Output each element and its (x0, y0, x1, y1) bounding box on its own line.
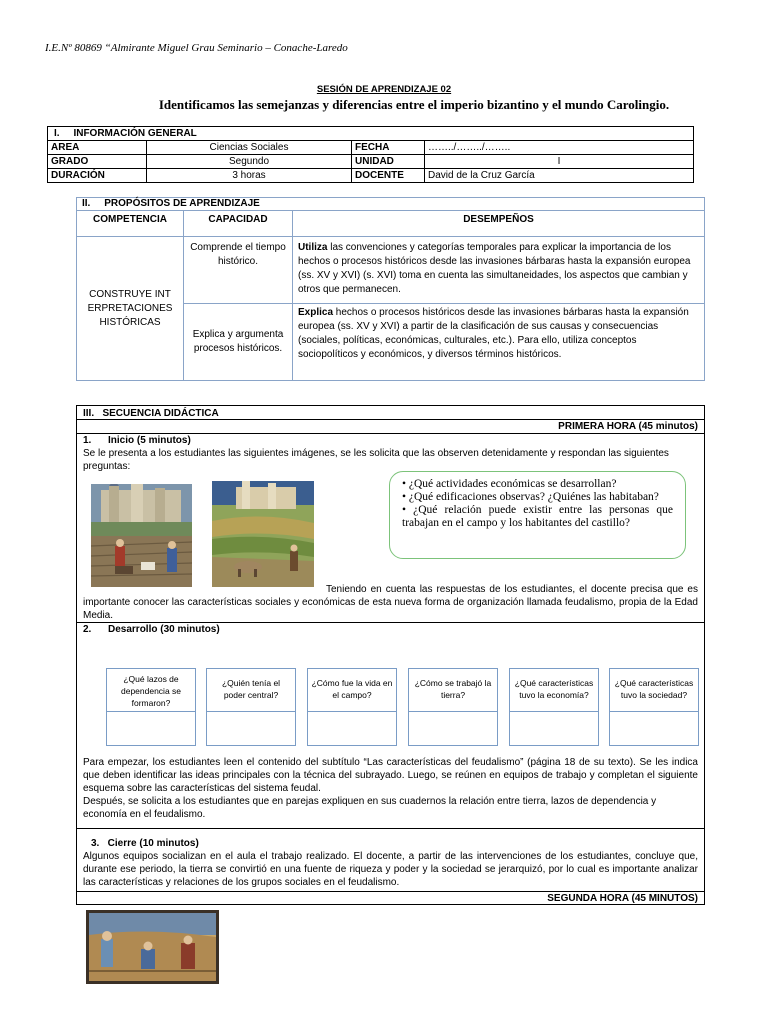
competencia-cell (77, 237, 184, 381)
desempeno-text: hechos o procesos históricos desde las invasiones bárbaras hasta la expansión europea (ss. XV y XVI) a partir de la clasificación de sus causas y consecuencias (sociales, políticas, económicas, culturales, etc.). Para ello, utiliza conceptos sociopolíticos y económicos, y diversos términos históricos. (298, 307, 689, 360)
scheme-card-question: ¿Qué características tuvo la economía? (510, 669, 598, 712)
general-info-heading: I. INFORMACIÓN GENERAL (48, 127, 694, 141)
purposes-heading: II. PROPÓSITOS DE APRENDIZAJE (77, 198, 705, 211)
desarrollo-text-pairs: Después, se solicita a los estudiantes que en parejas expliquen en sus cuadernos la relación entre tierra, lazos de dependencia y economía en el feudalismo. (83, 796, 657, 820)
second-hour-label: SEGUNDA HORA (45 MINUTOS) (547, 893, 698, 904)
info-label: UNIDAD (352, 155, 425, 169)
info-row (48, 155, 694, 169)
scheme-card-question: ¿Cómo se trabajó la tierra? (409, 669, 497, 712)
desarrollo-title: 2. Desarrollo (30 minutos) (83, 624, 220, 635)
desempeno-cell (293, 237, 705, 304)
info-label: DOCENTE (352, 169, 425, 183)
cierre-title: 3. Cierre (10 minutos) (91, 838, 199, 849)
info-value: Ciencias Sociales (147, 141, 352, 155)
school-name: I.E.Nº 80869 “Almirante Miguel Grau Seminario – Conache-Laredo (45, 42, 348, 54)
desempeno-verb: Utiliza (298, 242, 328, 253)
learning-purposes-table (76, 197, 705, 381)
scheme-card (206, 668, 296, 746)
competencia-text: CONSTRUYE INTERPRETACIONES HISTÓRICAS (87, 288, 173, 328)
desempeno-text: las convenciones y categorías temporales para explicar la importancia de los hechos o procesos históricos desde las invasiones bárbaras hasta la expansión europea (ss. XV y XVI) (s. XVI) toma en cuenta las simultaneidades, los aspectos que cambian y otros que permanecen. (298, 242, 691, 295)
cierre-text: Algunos equipos socializan en el aula el trabajo realizado. El docente, a partir de las intervenciones de los estudiantes, concluye que, durante ese periodo, la tierra se convirtió en una fuente de riqueza y poder y la sociedad se jerarquizó, por lo cual es importante analizar las características y relaciones de los grupos sociales en el feudalismo. (83, 851, 698, 888)
info-value: Segundo (147, 155, 352, 169)
scheme-card (106, 668, 196, 746)
questions-callout (389, 471, 686, 559)
info-row (48, 141, 694, 155)
info-label: DURACIÓN (48, 169, 147, 183)
scheme-card (408, 668, 498, 746)
inicio-conclusion: Teniendo en cuenta las respuestas de los estudiantes, el docente precisa que es importante conocer las características sociales y económicas de esta nueva forma de organización llamada feudalismo, propia de la Edad Media. (83, 584, 698, 621)
header-capacidad: CAPACIDAD (184, 211, 293, 237)
question-item: • ¿Qué edificaciones observas? ¿Quiénes las habitaban? (402, 491, 659, 503)
header-competencia: COMPETENCIA (77, 211, 184, 237)
desempeno-cell (293, 304, 705, 381)
info-value: ……../……../…….. (425, 141, 694, 155)
medieval-workers-painting (86, 910, 219, 984)
desarrollo-text: Para empezar, los estudiantes leen el contenido del subtítulo “Las características del feudalismo” (página 18 de su texto). Se les indica que deben identificar las ideas principales con la técnica del subrayado. Luego, se reúnen en equipos de trabajo y completan el siguiente esquema sobre las características del sistema feudal. (83, 757, 698, 794)
desempeno-verb: Explica (298, 307, 334, 318)
capacidad-cell: Comprende el tiempo histórico. (184, 237, 293, 304)
castle-field-painting (91, 484, 192, 587)
info-value: I (425, 155, 694, 169)
question-item: • ¿Qué actividades económicas se desarrollan? (402, 478, 617, 490)
scheme-card-question: ¿Qué lazos de dependencia se formaron? (107, 669, 195, 712)
info-row (48, 169, 694, 183)
info-label: GRADO (48, 155, 147, 169)
inicio-title: 1. Inicio (5 minutos) (83, 435, 191, 446)
first-hour-label: PRIMERA HORA (45 minutos) (558, 421, 698, 432)
scheme-card-question: ¿Cómo fue la vida en el campo? (308, 669, 396, 712)
session-title: Identificamos las semejanzas y diferencias entre el imperio bizantino y el mundo Carolingio. (158, 97, 670, 112)
info-value: David de la Cruz García (425, 169, 694, 183)
scheme-card (509, 668, 599, 746)
scheme-card (609, 668, 699, 746)
sequence-heading: III. SECUENCIA DIDÁCTICA (83, 408, 219, 419)
capacidad-cell: Explica y argumenta procesos históricos. (184, 304, 293, 381)
general-info-table (47, 126, 694, 183)
scheme-card-question: ¿Qué características tuvo la sociedad? (610, 669, 698, 712)
inicio-text: Se le presenta a los estudiantes las siguientes imágenes, se les solicita que las observen detenidamente y respondan las siguientes preguntas: (83, 448, 669, 472)
info-label: FECHA (352, 141, 425, 155)
scheme-card-question: ¿Quién tenía el poder central? (207, 669, 295, 712)
question-item: • ¿Qué relación puede existir entre las personas que trabajan en el campo y los habitantes del castillo? (402, 504, 673, 529)
info-value: 3 horas (147, 169, 352, 183)
info-label: AREA (48, 141, 147, 155)
header-desempenos: DESEMPEÑOS (293, 211, 705, 237)
session-number: SESIÓN DE APRENDIZAJE 02 (316, 84, 452, 95)
scheme-card (307, 668, 397, 746)
harvest-painting (212, 481, 314, 587)
